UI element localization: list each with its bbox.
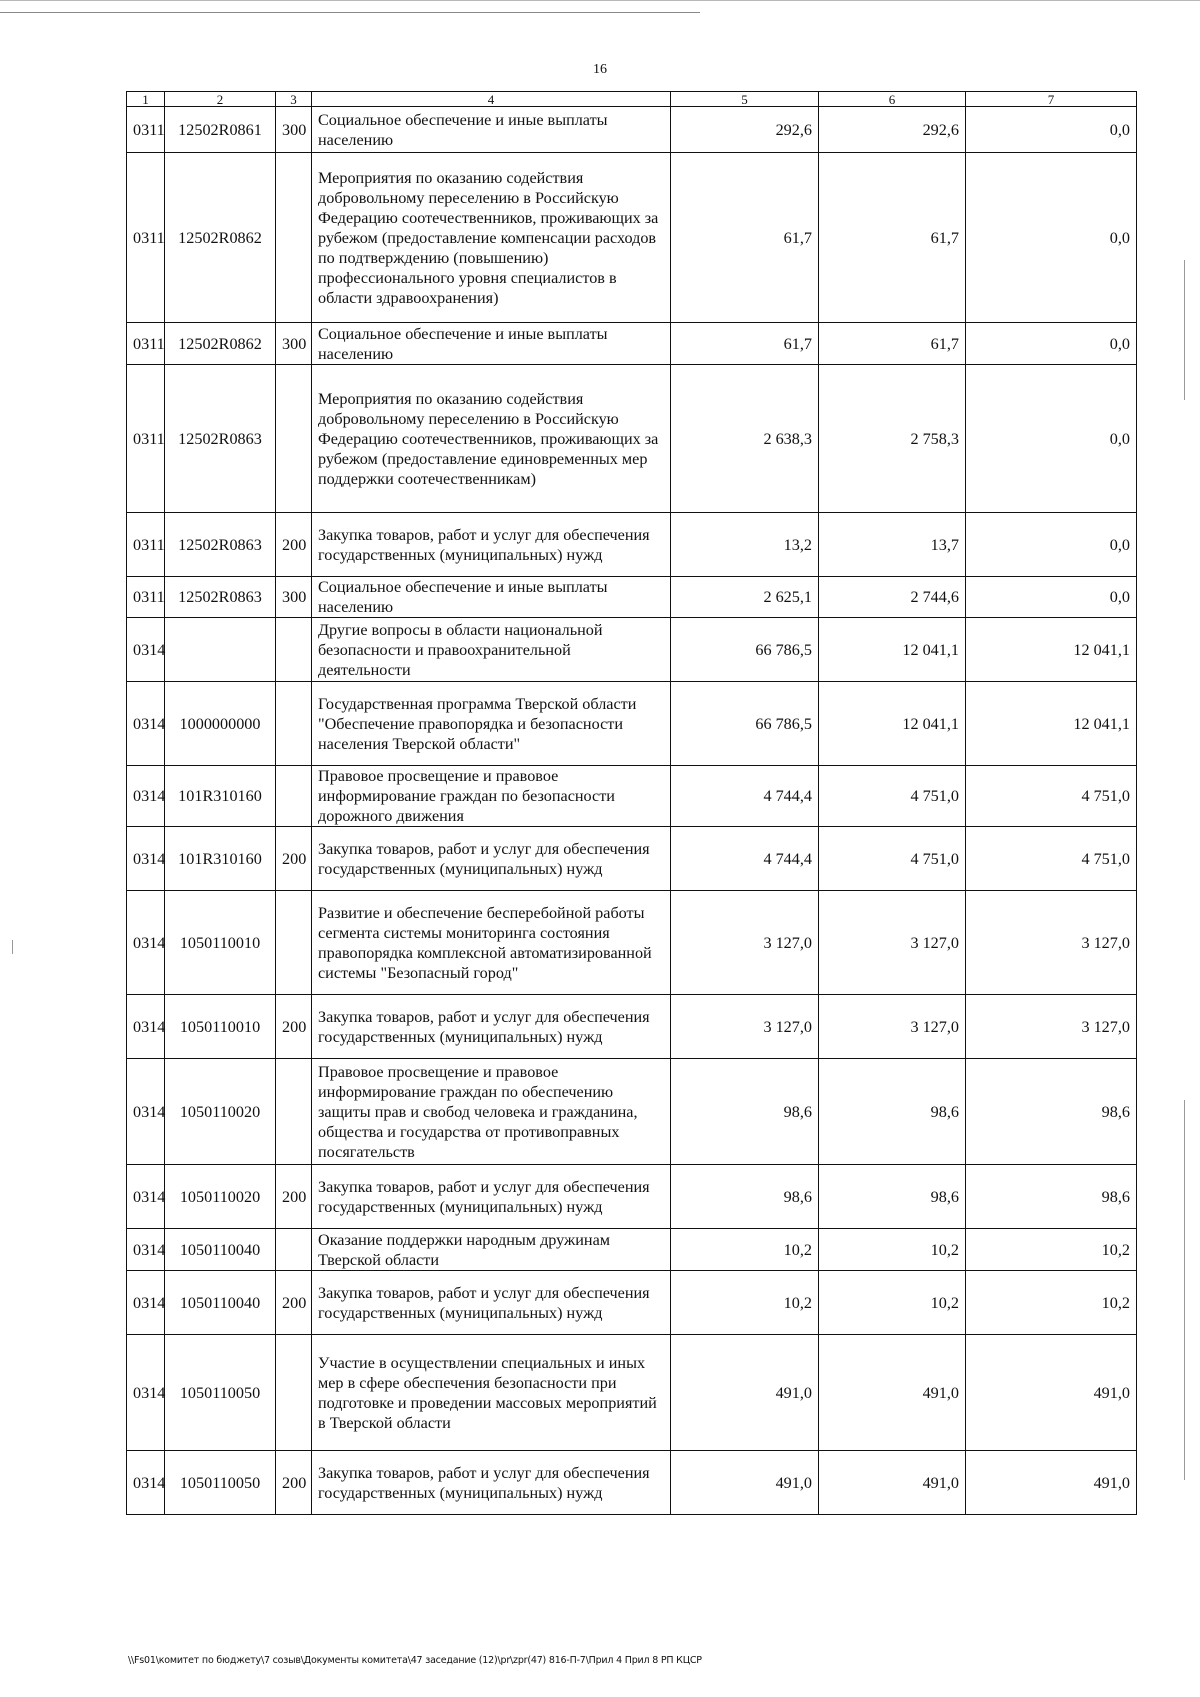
expense-type-cell — [276, 153, 312, 323]
table-row — [127, 323, 1137, 365]
col-header-3: 3 — [276, 92, 312, 107]
target-code-cell: 12502R0862 — [165, 323, 276, 365]
table-row — [127, 107, 1137, 153]
expense-type-cell: 300 — [276, 577, 312, 618]
item-name-cell: Социальное обеспечение и иные выплаты населению — [312, 107, 671, 153]
amount-col6-cell: 2 758,3 — [819, 365, 966, 513]
item-name-cell: Социальное обеспечение и иные выплаты населению — [312, 323, 671, 365]
amount-col5-cell: 10,2 — [671, 1229, 819, 1271]
target-code-cell: 12502R0861 — [165, 107, 276, 153]
amount-col7-cell: 3 127,0 — [966, 995, 1137, 1059]
expense-type-cell — [276, 891, 312, 995]
table-row — [127, 513, 1137, 577]
target-code-cell: 12502R0863 — [165, 577, 276, 618]
amount-col6-cell: 4 751,0 — [819, 766, 966, 827]
amount-col7-cell: 0,0 — [966, 107, 1137, 153]
table-row — [127, 365, 1137, 513]
table-row — [127, 1271, 1137, 1335]
amount-col7-cell: 491,0 — [966, 1451, 1137, 1515]
scan-top-line — [0, 12, 700, 13]
amount-col5-cell: 66 786,5 — [671, 618, 819, 682]
amount-col5-cell: 98,6 — [671, 1165, 819, 1229]
amount-col7-cell: 4 751,0 — [966, 766, 1137, 827]
section-cell: 0311 — [127, 365, 165, 513]
item-name-cell: Развитие и обеспечение бесперебойной работы сегмента системы мониторинга состояния правопорядка комплексной автоматизированной системы "Безопасный город" — [312, 891, 671, 995]
amount-col7-cell: 10,2 — [966, 1271, 1137, 1335]
target-code-cell: 1050110040 — [165, 1271, 276, 1335]
section-cell: 0314 — [127, 891, 165, 995]
target-code-cell: 1050110050 — [165, 1335, 276, 1451]
amount-col5-cell: 4 744,4 — [671, 766, 819, 827]
amount-col5-cell: 98,6 — [671, 1059, 819, 1165]
target-code-cell: 12502R0862 — [165, 153, 276, 323]
item-name-cell: Правовое просвещение и правовое информирование граждан по обеспечению защиты прав и свобод человека и гражданина, общества и государства от противоправных посягательств — [312, 1059, 671, 1165]
document-path-footer: \\Fs01\комитет по бюджету\7 созыв\Документы комитета\47 заседание (12)\pr\zpr(47) 816-П-7\Прил 4 Прил 8 РП КЦСР — [128, 1655, 702, 1666]
table-row — [127, 1059, 1137, 1165]
table-row — [127, 577, 1137, 618]
amount-col7-cell: 98,6 — [966, 1165, 1137, 1229]
scan-margin-mark — [12, 940, 13, 954]
amount-col6-cell: 10,2 — [819, 1271, 966, 1335]
item-name-cell: Закупка товаров, работ и услуг для обеспечения государственных (муниципальных) нужд — [312, 995, 671, 1059]
col-header-1: 1 — [127, 92, 165, 107]
section-cell: 0311 — [127, 107, 165, 153]
item-name-cell: Социальное обеспечение и иные выплаты населению — [312, 577, 671, 618]
amount-col7-cell: 10,2 — [966, 1229, 1137, 1271]
table-row — [127, 682, 1137, 766]
target-code-cell: 1050110020 — [165, 1165, 276, 1229]
item-name-cell: Другие вопросы в области национальной безопасности и правоохранительной деятельности — [312, 618, 671, 682]
expense-type-cell — [276, 766, 312, 827]
table-row — [127, 827, 1137, 891]
amount-col5-cell: 10,2 — [671, 1271, 819, 1335]
table-row — [127, 618, 1137, 682]
table-row — [127, 1229, 1137, 1271]
amount-col6-cell: 61,7 — [819, 153, 966, 323]
section-cell: 0314 — [127, 1335, 165, 1451]
target-code-cell: 101R310160 — [165, 827, 276, 891]
section-cell: 0314 — [127, 766, 165, 827]
section-cell: 0311 — [127, 323, 165, 365]
amount-col5-cell: 61,7 — [671, 153, 819, 323]
amount-col5-cell: 66 786,5 — [671, 682, 819, 766]
amount-col6-cell: 3 127,0 — [819, 995, 966, 1059]
amount-col7-cell: 12 041,1 — [966, 682, 1137, 766]
item-name-cell: Закупка товаров, работ и услуг для обеспечения государственных (муниципальных) нужд — [312, 513, 671, 577]
section-cell: 0314 — [127, 1451, 165, 1515]
section-cell: 0314 — [127, 1271, 165, 1335]
budget-table — [126, 91, 1137, 1515]
amount-col6-cell: 491,0 — [819, 1451, 966, 1515]
column-number-row — [127, 92, 1137, 107]
item-name-cell: Мероприятия по оказанию содействия добровольному переселению в Российскую Федерацию соотечественников, проживающих за рубежом (предоставление единовременных мер поддержки соотечественникам) — [312, 365, 671, 513]
section-cell: 0314 — [127, 995, 165, 1059]
item-name-cell: Оказание поддержки народным дружинам Тверской области — [312, 1229, 671, 1271]
expense-type-cell: 300 — [276, 323, 312, 365]
target-code-cell: 1050110050 — [165, 1451, 276, 1515]
section-cell: 0314 — [127, 682, 165, 766]
table-row — [127, 153, 1137, 323]
table-row — [127, 1165, 1137, 1229]
col-header-5: 5 — [671, 92, 819, 107]
amount-col6-cell: 12 041,1 — [819, 618, 966, 682]
amount-col5-cell: 61,7 — [671, 323, 819, 365]
amount-col7-cell: 0,0 — [966, 323, 1137, 365]
amount-col6-cell: 98,6 — [819, 1059, 966, 1165]
expense-type-cell: 200 — [276, 1451, 312, 1515]
expense-type-cell — [276, 682, 312, 766]
amount-col7-cell: 0,0 — [966, 365, 1137, 513]
section-cell: 0314 — [127, 1229, 165, 1271]
target-code-cell: 1050110020 — [165, 1059, 276, 1165]
scan-border-line — [0, 0, 1200, 1]
amount-col7-cell: 4 751,0 — [966, 827, 1137, 891]
section-cell: 0311 — [127, 577, 165, 618]
amount-col6-cell: 2 744,6 — [819, 577, 966, 618]
amount-col6-cell: 491,0 — [819, 1335, 966, 1451]
expense-type-cell: 200 — [276, 1271, 312, 1335]
amount-col7-cell: 0,0 — [966, 153, 1137, 323]
amount-col6-cell: 10,2 — [819, 1229, 966, 1271]
expense-type-cell — [276, 365, 312, 513]
item-name-cell: Закупка товаров, работ и услуг для обеспечения государственных (муниципальных) нужд — [312, 827, 671, 891]
target-code-cell: 1050110010 — [165, 891, 276, 995]
expense-type-cell — [276, 1059, 312, 1165]
section-cell: 0311 — [127, 153, 165, 323]
amount-col7-cell: 98,6 — [966, 1059, 1137, 1165]
expense-type-cell — [276, 1229, 312, 1271]
section-cell: 0314 — [127, 1165, 165, 1229]
amount-col7-cell: 491,0 — [966, 1335, 1137, 1451]
page-number: 16 — [593, 62, 607, 77]
amount-col7-cell: 0,0 — [966, 513, 1137, 577]
expense-type-cell — [276, 618, 312, 682]
table-row — [127, 1451, 1137, 1515]
amount-col6-cell: 3 127,0 — [819, 891, 966, 995]
target-code-cell: 1050110040 — [165, 1229, 276, 1271]
col-header-6: 6 — [819, 92, 966, 107]
target-code-cell: 12502R0863 — [165, 513, 276, 577]
amount-col5-cell: 3 127,0 — [671, 995, 819, 1059]
item-name-cell: Мероприятия по оказанию содействия добровольному переселению в Российскую Федерацию соотечественников, проживающих за рубежом (предоставление компенсации расходов по подтверждению (повышению) профессионального уровня специалистов в области здравоохранения) — [312, 153, 671, 323]
target-code-cell: 1000000000 — [165, 682, 276, 766]
target-code-cell: 1050110010 — [165, 995, 276, 1059]
table-row — [127, 766, 1137, 827]
amount-col7-cell: 3 127,0 — [966, 891, 1137, 995]
amount-col6-cell: 12 041,1 — [819, 682, 966, 766]
table-row — [127, 995, 1137, 1059]
scan-margin-mark-right — [1184, 260, 1185, 400]
col-header-4: 4 — [312, 92, 671, 107]
scan-margin-mark-right-lower — [1184, 1100, 1185, 1480]
item-name-cell: Закупка товаров, работ и услуг для обеспечения государственных (муниципальных) нужд — [312, 1271, 671, 1335]
table-row — [127, 1335, 1137, 1451]
item-name-cell: Государственная программа Тверской области "Обеспечение правопорядка и безопасности населения Тверской области" — [312, 682, 671, 766]
target-code-cell: 12502R0863 — [165, 365, 276, 513]
target-code-cell — [165, 618, 276, 682]
expense-type-cell: 200 — [276, 827, 312, 891]
item-name-cell: Участие в осуществлении специальных и иных мер в сфере обеспечения безопасности при подготовке и проведении массовых мероприятий в Тверской области — [312, 1335, 671, 1451]
item-name-cell: Закупка товаров, работ и услуг для обеспечения государственных (муниципальных) нужд — [312, 1451, 671, 1515]
amount-col6-cell: 4 751,0 — [819, 827, 966, 891]
expense-type-cell: 300 — [276, 107, 312, 153]
expense-type-cell: 200 — [276, 995, 312, 1059]
amount-col5-cell: 2 625,1 — [671, 577, 819, 618]
target-code-cell: 101R310160 — [165, 766, 276, 827]
amount-col5-cell: 491,0 — [671, 1335, 819, 1451]
section-cell: 0314 — [127, 1059, 165, 1165]
table-row — [127, 891, 1137, 995]
item-name-cell: Закупка товаров, работ и услуг для обеспечения государственных (муниципальных) нужд — [312, 1165, 671, 1229]
amount-col5-cell: 13,2 — [671, 513, 819, 577]
expense-type-cell — [276, 1335, 312, 1451]
amount-col6-cell: 61,7 — [819, 323, 966, 365]
section-cell: 0314 — [127, 827, 165, 891]
amount-col5-cell: 491,0 — [671, 1451, 819, 1515]
col-header-7: 7 — [966, 92, 1137, 107]
section-cell: 0311 — [127, 513, 165, 577]
amount-col5-cell: 4 744,4 — [671, 827, 819, 891]
col-header-2: 2 — [165, 92, 276, 107]
amount-col6-cell: 13,7 — [819, 513, 966, 577]
section-cell: 0314 — [127, 618, 165, 682]
amount-col7-cell: 12 041,1 — [966, 618, 1137, 682]
item-name-cell: Правовое просвещение и правовое информирование граждан по безопасности дорожного движения — [312, 766, 671, 827]
amount-col5-cell: 2 638,3 — [671, 365, 819, 513]
amount-col7-cell: 0,0 — [966, 577, 1137, 618]
amount-col5-cell: 292,6 — [671, 107, 819, 153]
amount-col6-cell: 292,6 — [819, 107, 966, 153]
amount-col5-cell: 3 127,0 — [671, 891, 819, 995]
amount-col6-cell: 98,6 — [819, 1165, 966, 1229]
expense-type-cell: 200 — [276, 1165, 312, 1229]
expense-type-cell: 200 — [276, 513, 312, 577]
